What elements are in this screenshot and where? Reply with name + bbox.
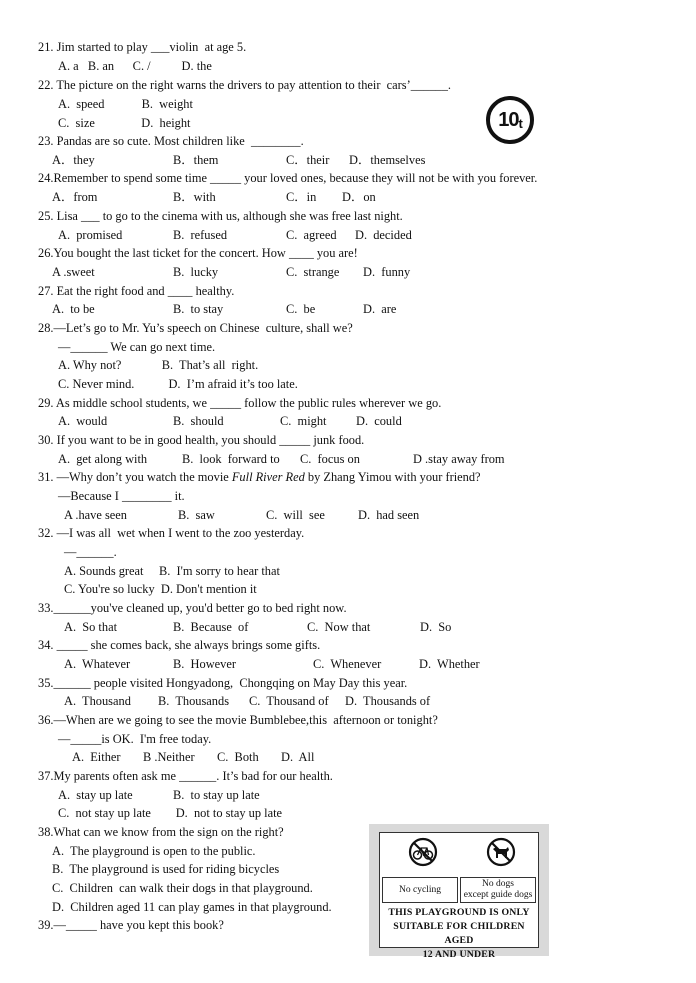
q33-option-b: B. Because of — [173, 620, 249, 634]
question-22-options-cd: C. size D. height — [58, 116, 191, 130]
q25-option-a: A. promised — [58, 228, 123, 242]
no-dogs-icon — [486, 837, 516, 867]
question-22: 22. The picture on the right warns the drivers to pay attention to their cars’______. — [38, 78, 452, 92]
question-32-reply: —______. — [64, 545, 117, 559]
no-dogs-caption — [460, 877, 536, 903]
question-35: 35.______ people visited Hongyadong, Chongqing on May Day this year. — [38, 676, 408, 690]
question-28: 28.—Let’s go to Mr. Yu’s speech on Chinese culture, shall we? — [38, 321, 353, 335]
question-39: 39.—_____ have you kept this book? — [38, 918, 224, 932]
playground-sign-image — [369, 824, 549, 960]
q36-option-c: C. Both — [217, 750, 259, 764]
question-31-reply: —Because I ________ it. — [58, 489, 185, 503]
question-38-option-c: C. Children can walk their dogs in that playground. — [52, 881, 313, 895]
question-22-options-ab: A. speed B. weight — [58, 97, 193, 111]
question-28-options-ab: A. Why not? B. That’s all right. — [58, 358, 259, 372]
question-31 — [38, 470, 481, 485]
playground-notice — [382, 906, 536, 962]
q35-option-a: A. Thousand — [64, 694, 131, 708]
q24-option-a: A．from — [52, 190, 98, 204]
question-31-movie: Full River Red — [231, 470, 305, 484]
question-32: 32. —I was all wet when I went to the zoo yesterday. — [38, 526, 305, 540]
q30-option-d: D .stay away from — [413, 452, 505, 466]
q29-option-a: A. would — [58, 414, 108, 428]
question-37-options-ab: A. stay up late B. to stay up late — [58, 788, 260, 802]
q36-option-a: A. Either — [72, 750, 121, 764]
no-dogs-caption-line2: except guide dogs — [463, 890, 533, 900]
playground-notice-line2: SUITABLE FOR CHILDREN AGED — [393, 921, 525, 946]
question-24: 24.Remember to spend some time _____ your loved ones, because they will not be with you forever. — [38, 171, 538, 185]
question-31-pre: 31. —Why don’t you watch the movie — [38, 470, 232, 484]
question-27: 27. Eat the right food and ____ healthy. — [38, 284, 235, 298]
q31-option-d: D. had seen — [358, 508, 420, 522]
q30-option-b: B. look forward to — [182, 452, 280, 466]
q33-option-a: A. So that — [64, 620, 118, 634]
question-30: 30. If you want to be in good health, you should _____ junk food. — [38, 433, 365, 447]
q33-option-c: C. Now that — [307, 620, 371, 634]
q26-option-a: A .sweet — [52, 265, 95, 279]
q27-option-b: B. to stay — [173, 302, 224, 316]
q34-option-d: D. Whether — [419, 657, 480, 671]
playground-notice-line1: THIS PLAYGROUND IS ONLY — [388, 907, 530, 918]
question-23: 23. Pandas are so cute. Most children like ________. — [38, 134, 304, 148]
question-32-options-cd: C. You're so lucky D. Don't mention it — [64, 582, 257, 596]
question-21-options: A. a B. an C. / D. the — [58, 59, 212, 73]
question-31-post: by Zhang Yimou with your friend? — [304, 470, 481, 484]
q31-option-b: B. saw — [178, 508, 215, 522]
question-32-options-ab: A. Sounds great B. I'm sorry to hear that — [64, 564, 280, 578]
question-37: 37.My parents often ask me ______. It’s bad for our health. — [38, 769, 333, 783]
question-38-option-b: B. The playground is used for riding bicycles — [52, 862, 280, 876]
q35-option-b: B. Thousands — [158, 694, 230, 708]
q25-option-c: C. agreed — [286, 228, 337, 242]
q24-option-b: B．with — [173, 190, 216, 204]
q34-option-c: C. Whenever — [313, 657, 382, 671]
q27-option-d: D. are — [363, 302, 397, 316]
question-38-option-d: D. Children aged 11 can play games in that playground. — [52, 900, 332, 914]
q24-option-c: C．in — [286, 190, 317, 204]
q23-option-d: D．themselves — [349, 153, 426, 167]
playground-sign-board — [379, 832, 539, 960]
weight-limit-number: 10 — [498, 108, 519, 131]
q36-option-d: D. All — [281, 750, 315, 764]
weight-limit-unit: t — [518, 115, 522, 131]
q31-option-a: A .have seen — [64, 508, 127, 522]
q35-option-c: C. Thousand of — [249, 694, 329, 708]
q30-option-c: C. focus on — [300, 452, 360, 466]
question-28-options-cd: C. Never mind. D. I’m afraid it’s too late. — [58, 377, 298, 391]
q26-option-d: D. funny — [363, 265, 411, 279]
question-26: 26.You bought the last ticket for the concert. How ____ you are! — [38, 246, 358, 260]
q25-option-b: B. refused — [173, 228, 228, 242]
q26-option-c: C. strange — [286, 265, 340, 279]
q29-option-d: D. could — [356, 414, 402, 428]
q23-option-c: C．their — [286, 153, 330, 167]
q36-option-b: B .Neither — [143, 750, 195, 764]
question-38: 38.What can we know from the sign on the right? — [38, 825, 284, 839]
q30-option-a: A. get along with — [58, 452, 148, 466]
question-34: 34. _____ she comes back, she always brings some gifts. — [38, 638, 321, 652]
question-36: 36.—When are we going to see the movie Bumblebee,this afternoon or tonight? — [38, 713, 438, 727]
question-28-reply: —______ We can go next time. — [58, 340, 216, 354]
no-cycling-caption: No cycling — [382, 877, 458, 903]
no-cycling-icon — [408, 837, 438, 867]
q25-option-d: D. decided — [355, 228, 412, 242]
q23-option-b: B．them — [173, 153, 219, 167]
question-29: 29. As middle school students, we _____ follow the public rules wherever we go. — [38, 396, 442, 410]
q29-option-b: B. should — [173, 414, 224, 428]
q27-option-a: A. to be — [52, 302, 95, 316]
q23-option-a: A．they — [52, 153, 95, 167]
playground-notice-line3: 12 AND UNDER — [422, 949, 496, 960]
weight-limit-sign — [486, 96, 534, 144]
question-38-option-a: A. The playground is open to the public. — [52, 844, 256, 858]
q35-option-d: D. Thousands of — [345, 694, 431, 708]
q33-option-d: D. So — [420, 620, 452, 634]
question-33: 33.______you've cleaned up, you'd better go to bed right now. — [38, 601, 347, 615]
q34-option-b: B. However — [173, 657, 236, 671]
q29-option-c: C. might — [280, 414, 327, 428]
question-21: 21. Jim started to play ___violin at age 5. — [38, 40, 247, 54]
no-dogs-caption-line1: No dogs — [482, 879, 514, 889]
q31-option-c: C. will see — [266, 508, 325, 522]
q34-option-a: A. Whatever — [64, 657, 131, 671]
question-36-reply: —_____is OK. I'm free today. — [58, 732, 212, 746]
q24-option-d: D．on — [342, 190, 376, 204]
question-25: 25. Lisa ___ to go to the cinema with us, although she was free last night. — [38, 209, 403, 223]
q26-option-b: B. lucky — [173, 265, 219, 279]
q27-option-c: C. be — [286, 302, 316, 316]
question-37-options-cd: C. not stay up late D. not to stay up late — [58, 806, 283, 820]
